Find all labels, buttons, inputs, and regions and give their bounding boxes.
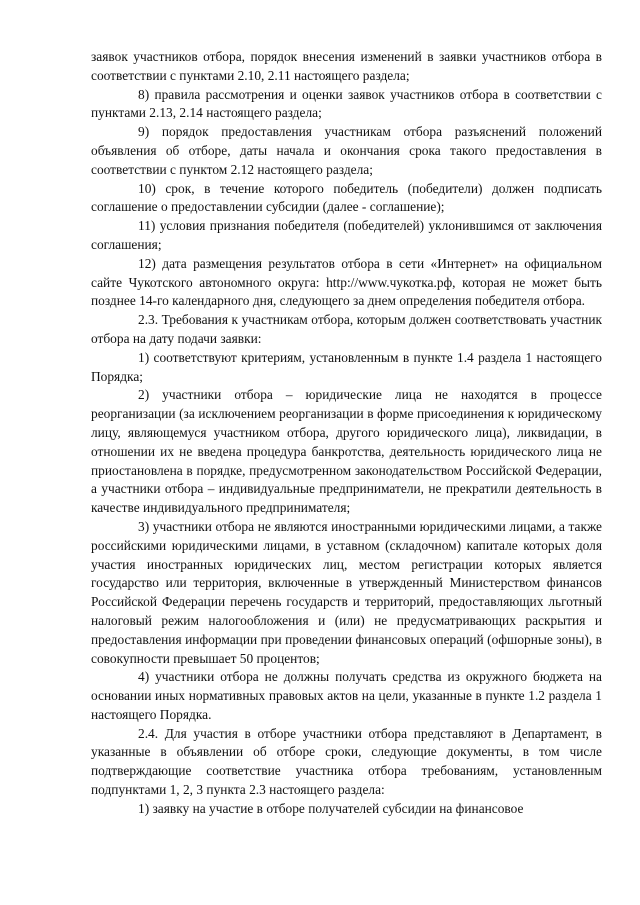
paragraph-item-12: 12) дата размещения результатов отбора в сети «Интернет» на официальном сайте Чукотского автономного округа: http://www.чукотка.рф, которая не может быть позднее 14-го календарного дня, следующего за днем определения победителя отбора. — [91, 255, 602, 309]
paragraph-document-1: 1) заявку на участие в отборе получателей субсидии на финансовое — [138, 800, 524, 816]
paragraph-requirement-1: 1) соответствуют критериям, установленным в пункте 1.4 раздела 1 настоящего Порядка; — [91, 349, 602, 384]
paragraph-continuation: заявок участников отбора, порядок внесения изменений в заявки участников отбора в соответствии с пунктами 2.10, 2.11 настоящего раздела; — [91, 49, 602, 83]
paragraph-item-9: 9) порядок предоставления участникам отбора разъяснений положений объявления об отборе, даты начала и окончания срока такого предоставления в соответствии с пунктом 2.12 настоящего раздела; — [91, 124, 602, 177]
document-page — [91, 48, 602, 819]
paragraph-requirement-3: 3) участники отбора не являются иностранными юридическими лицами, а также российскими юридическими лицами, в уставном (складочном) капитале которых доля участия иностранных юридических лиц, местом регистрации которых является государство или территория, включенные в утвержденный Министерством финансов Российской Федерации перечень государств и территорий, предоставляющих льготный налоговый режим налогообложения и (или) не предусматривающих раскрытия и предоставления информации при проведении финансовых операций (офшорные зоны), в совокупности превышает 50 процентов; — [91, 518, 602, 666]
paragraph-item-11: 11) условия признания победителя (победителей) уклонившимся от заключения соглашения; — [91, 218, 602, 252]
paragraph-section-2-3: 2.3. Требования к участникам отбора, которым должен соответствовать участник отбора на дату подачи заявки: — [91, 312, 602, 346]
paragraph-item-10: 10) срок, в течение которого победитель (победители) должен подписать соглашение о предоставлении субсидии (далее - соглашение); — [91, 180, 602, 215]
paragraph-requirement-2: 2) участники отбора – юридические лица не находятся в процессе реорганизации (за исключением реорганизации в форме присоединения к юридическому лицу, являющемуся участником отбора, другого юридического лица), ликвидации, в отношении их не введена процедура банкротства, деятельность юридического лица не приостановлена в порядке, предусмотренном законодательством Российской Федерации, а участники отбора – индивидуальные предприниматели, не прекратили деятельность в качестве индивидуального предпринимателя; — [91, 387, 602, 516]
paragraph-section-2-4: 2.4. Для участия в отборе участники отбора представляют в Департамент, в указанные в объявлении об отборе сроки, следующие документы, в том числе подтверждающие соответствие участника отбора требованиям, установленным подпунктами 1, 2, 3 пункта 2.3 настоящего раздела: — [91, 725, 602, 798]
paragraph-item-8: 8) правила рассмотрения и оценки заявок участников отбора в соответствии с пунктами 2.13, 2.14 настоящего раздела; — [91, 86, 602, 121]
paragraph-requirement-4: 4) участники отбора не должны получать средства из окружного бюджета на основании иных нормативных правовых актов на цели, указанные в пункте 1.2 раздела 1 настоящего Порядка. — [91, 669, 602, 722]
